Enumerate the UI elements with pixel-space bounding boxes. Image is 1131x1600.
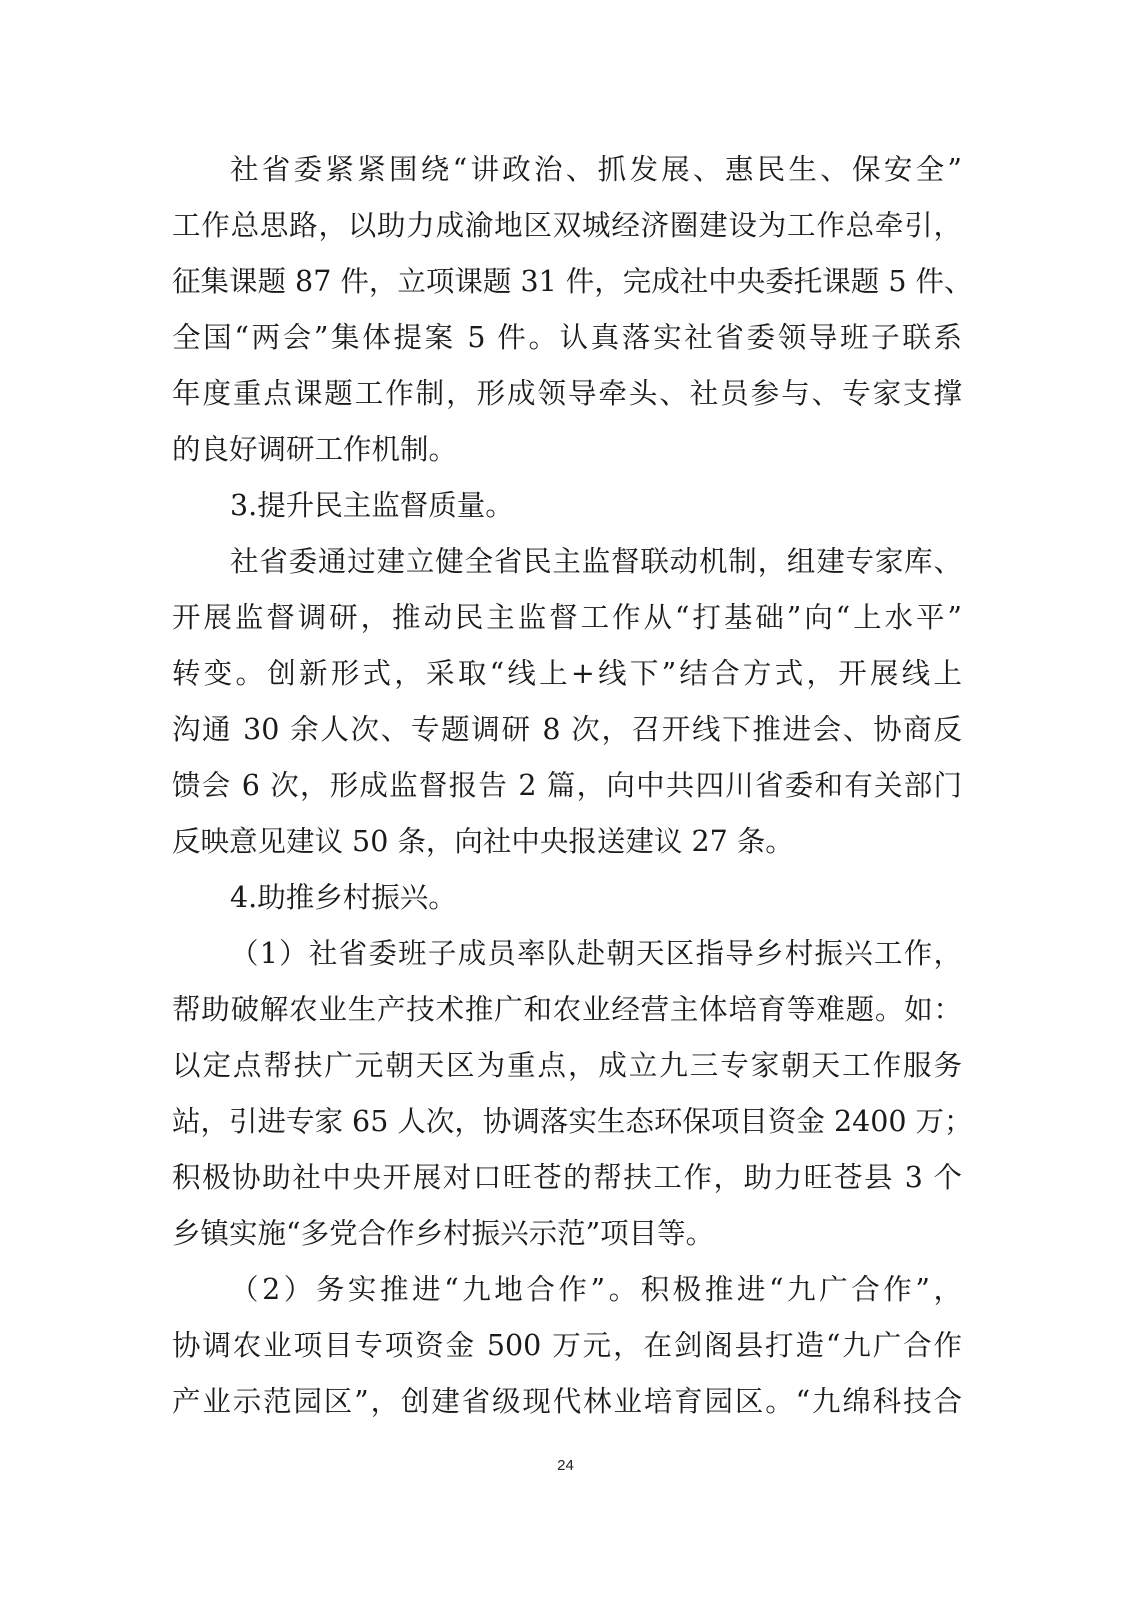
section-heading: 3.提升民主监督质量。 [230,489,514,522]
text-line: 工作总思路，以助力成渝地区双城经济圈建设为工作总牵引， [172,209,962,242]
text-line: 积极协助社中央开展对口旺苍的帮扶工作，助力旺苍县 3 个 [172,1161,962,1194]
text-line: 社省委紧紧围绕“讲政治、抓发展、惠民生、保安全” [230,153,962,186]
text-line: 全国“两会”集体提案 5 件。认真落实社省委领导班子联系 [172,321,962,354]
text-line: 帮助破解农业生产技术推广和农业经营主体培育等难题。如： [172,993,962,1026]
text-line: 征集课题 87 件，立项课题 31 件，完成社中央委托课题 5 件、 [172,265,973,298]
text-line: 站，引进专家 65 人次，协调落实生态环保项目资金 2400 万； [172,1105,973,1138]
text-line: 产业示范园区”，创建省级现代林业培育园区。“九绵科技合 [172,1385,962,1418]
text-line: 以定点帮扶广元朝天区为重点，成立九三专家朝天工作服务 [172,1049,962,1082]
text-line: 馈会 6 次，形成监督报告 2 篇，向中共四川省委和有关部门 [172,769,962,802]
text-line: 沟通 30 余人次、专题调研 8 次，召开线下推进会、协商反 [172,713,962,746]
text-line: （2）务实推进“九地合作”。积极推进“九广合作”， [230,1273,962,1306]
text-line: 转变。创新形式，采取“线上+线下”结合方式，开展线上 [172,657,962,690]
text-line: （1）社省委班子成员率队赴朝天区指导乡村振兴工作， [230,937,962,970]
text-line: 反映意见建议 50 条，向社中央报送建议 27 条。 [172,825,794,858]
text-line: 乡镇实施“多党合作乡村振兴示范”项目等。 [172,1217,715,1250]
section-heading: 4.助推乡村振兴。 [230,881,457,914]
text-line: 社省委通过建立健全省民主监督联动机制，组建专家库、 [230,545,962,578]
text-line: 年度重点课题工作制，形成领导牵头、社员参与、专家支撑 [172,377,962,410]
page-number: 24 [557,1457,574,1474]
text-line: 的良好调研工作机制。 [172,433,458,466]
text-line: 开展监督调研，推动民主监督工作从“打基础”向“上水平” [172,601,962,634]
text-line: 协调农业项目专项资金 500 万元，在剑阁县打造“九广合作 [172,1329,962,1362]
